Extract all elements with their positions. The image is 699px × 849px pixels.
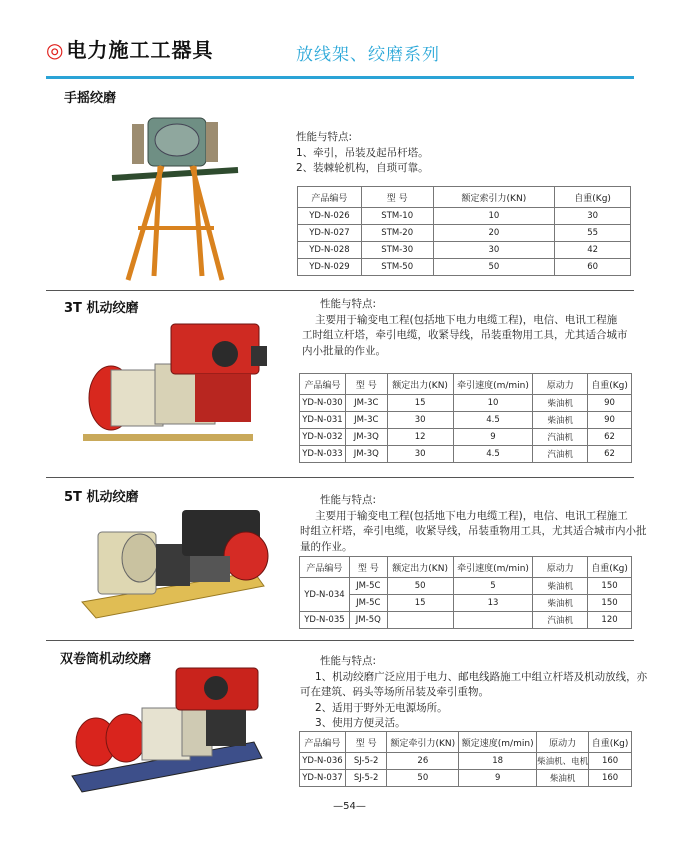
table-cell: 15 <box>387 395 453 412</box>
table-cell: 26 <box>387 753 459 770</box>
column-header: 自重(Kg) <box>589 732 632 753</box>
table-cell: JM-3Q <box>345 429 387 446</box>
table-row <box>300 429 632 446</box>
table-row <box>300 578 632 595</box>
section-divider <box>46 477 634 478</box>
section-divider <box>46 640 634 641</box>
column-header: 牵引速度(m/min) <box>453 374 533 395</box>
table-row <box>300 412 632 429</box>
column-header: 产品编号 <box>300 374 346 395</box>
table-cell: 50 <box>433 259 555 276</box>
table-cell: YD-N-031 <box>300 412 346 429</box>
table-cell: 10 <box>433 208 555 225</box>
feature-line: 可在建筑、码头等场所吊装及牵引重物。 <box>300 686 489 698</box>
table-cell: 4.5 <box>453 412 533 429</box>
table-cell: YD-N-036 <box>300 753 346 770</box>
column-header: 额定速度(m/min) <box>459 732 537 753</box>
column-header: 额定出力(KN) <box>387 374 453 395</box>
description-line: 工时组立杆塔，牵引电缆，收紧导线，吊装重物用工具，尤其适合城市 <box>302 329 628 341</box>
column-header: 自重(Kg) <box>588 557 632 578</box>
table-row <box>300 595 632 612</box>
column-header: 牵引速度(m/min) <box>453 557 533 578</box>
table-cell: YD-N-037 <box>300 770 346 787</box>
column-header: 额定出力(KN) <box>387 557 453 578</box>
table-cell: YD-N-027 <box>298 225 362 242</box>
table-cell: YD-N-033 <box>300 446 346 463</box>
table-cell: 15 <box>387 595 453 612</box>
column-header: 型 号 <box>349 557 387 578</box>
manual-winch-spec-table <box>297 186 631 276</box>
table-cell: JM-5C <box>349 578 387 595</box>
feature-line: 3、使用方便灵活。 <box>315 717 406 729</box>
table-cell: 12 <box>387 429 453 446</box>
description-line: 主要用于输变电工程(包括地下电力电缆工程)，电信、电讯工程施工 <box>315 509 628 522</box>
column-header: 额定牵引力(KN) <box>387 732 459 753</box>
header-rule <box>46 76 634 79</box>
column-header: 产品编号 <box>300 557 350 578</box>
5t-winch-spec-table <box>299 556 632 629</box>
table-cell: YD-N-029 <box>298 259 362 276</box>
table-cell: 柴油机 <box>533 412 588 429</box>
table-cell: SJ-5-2 <box>345 770 387 787</box>
table-row <box>300 395 632 412</box>
table-cell: 9 <box>459 770 537 787</box>
table-cell: 汽油机 <box>533 446 588 463</box>
table-cell: 50 <box>387 770 459 787</box>
column-header: 产品编号 <box>300 732 346 753</box>
table-row <box>298 242 631 259</box>
feature-line: 2、装棘轮机构，自琐可靠。 <box>296 162 429 174</box>
section-title-5t-winch: 5T 机动绞磨 <box>64 490 139 505</box>
table-cell: 30 <box>387 412 453 429</box>
catalog-title-text: 电力施工工器具 <box>66 38 214 62</box>
table-cell: YD-N-030 <box>300 395 346 412</box>
table-cell: 60 <box>555 259 631 276</box>
table-cell <box>453 612 533 629</box>
table-cell: 150 <box>588 595 632 612</box>
description-line: 内小批量的作业。 <box>302 344 386 357</box>
table-cell: 4.5 <box>453 446 533 463</box>
table-cell: 62 <box>588 446 632 463</box>
column-header: 额定索引力(KN) <box>433 187 555 208</box>
table-cell: SJ-5-2 <box>345 753 387 770</box>
section-title-3t-winch: 3T 机动绞磨 <box>64 301 139 316</box>
table-cell: 90 <box>588 395 632 412</box>
feature-line: 2、适用于野外无电源场所。 <box>315 701 448 714</box>
table-cell: 柴油机、电机 <box>537 753 589 770</box>
table-cell: YD-N-034 <box>300 578 350 612</box>
table-header-row <box>300 374 632 395</box>
table-cell: 62 <box>588 429 632 446</box>
3t-winch-spec-table <box>299 373 632 463</box>
description-line: 时组立杆塔，牵引电缆，收紧导线，吊装重物用工具，尤其适合城市内小批 <box>300 525 647 537</box>
table-row <box>300 753 632 770</box>
column-header: 产品编号 <box>298 187 362 208</box>
feature-line: 1、机动绞磨广泛应用于电力、邮电线路施工中组立杆塔及机动放线，亦 <box>315 670 648 683</box>
manual-winch-photo <box>110 108 240 284</box>
table-cell: 30 <box>387 446 453 463</box>
table-cell: JM-5C <box>349 595 387 612</box>
double-drum-winch-spec-table <box>299 731 632 787</box>
table-cell: 柴油机 <box>533 578 588 595</box>
table-cell: 30 <box>433 242 555 259</box>
table-cell: 50 <box>387 578 453 595</box>
column-header: 原动力 <box>533 374 588 395</box>
table-row <box>300 770 632 787</box>
table-cell: JM-3Q <box>345 446 387 463</box>
features-heading: 性能与特点: <box>320 298 377 310</box>
table-cell: YD-N-026 <box>298 208 362 225</box>
circle-bullet-icon: ◎ <box>46 38 65 62</box>
table-cell: 柴油机 <box>533 395 588 412</box>
table-cell: 90 <box>588 412 632 429</box>
table-cell: STM-50 <box>361 259 433 276</box>
section-2-description <box>302 297 650 359</box>
table-cell: 13 <box>453 595 533 612</box>
table-cell: 5 <box>453 578 533 595</box>
column-header: 原动力 <box>533 557 588 578</box>
table-cell: 18 <box>459 753 537 770</box>
table-cell: 120 <box>588 612 632 629</box>
table-row <box>298 208 631 225</box>
5t-winch-photo <box>78 506 274 624</box>
table-cell: 42 <box>555 242 631 259</box>
table-cell: 9 <box>453 429 533 446</box>
table-cell: 55 <box>555 225 631 242</box>
table-cell: STM-30 <box>361 242 433 259</box>
table-cell <box>387 612 453 629</box>
table-row <box>298 259 631 276</box>
table-cell: JM-5Q <box>349 612 387 629</box>
table-cell: 160 <box>589 753 632 770</box>
table-row <box>300 446 632 463</box>
table-cell: STM-20 <box>361 225 433 242</box>
description-line: 量的作业。 <box>300 540 353 553</box>
table-header-row <box>298 187 631 208</box>
column-header: 型 号 <box>345 732 387 753</box>
3t-winch-photo <box>75 318 271 456</box>
section-4-description <box>300 654 650 732</box>
section-title-manual-winch: 手摇绞磨 <box>64 91 117 106</box>
table-cell: JM-3C <box>345 412 387 429</box>
catalog-title <box>46 34 213 63</box>
table-cell: 柴油机 <box>533 595 588 612</box>
table-cell: YD-N-032 <box>300 429 346 446</box>
table-cell: 10 <box>453 395 533 412</box>
column-header: 自重(Kg) <box>555 187 631 208</box>
features-heading: 性能与特点: <box>296 131 353 143</box>
features-heading: 性能与特点: <box>320 655 377 667</box>
page-number: —54— <box>333 801 366 812</box>
double-drum-winch-photo <box>66 664 272 802</box>
table-cell: 150 <box>588 578 632 595</box>
section-title-double-drum-winch: 双卷筒机动绞磨 <box>60 652 152 667</box>
features-heading: 性能与特点: <box>320 494 377 506</box>
section-1-description <box>296 130 636 177</box>
column-header: 型 号 <box>361 187 433 208</box>
table-cell: 汽油机 <box>533 429 588 446</box>
column-header: 自重(Kg) <box>588 374 632 395</box>
column-header: 原动力 <box>537 732 589 753</box>
table-header-row <box>300 732 632 753</box>
catalog-subtitle: 放线架、绞磨系列 <box>296 45 440 65</box>
description-line: 主要用于输变电工程(包括地下电力电缆工程)，电信、电讯工程施 <box>315 313 618 326</box>
table-row <box>298 225 631 242</box>
table-row <box>300 612 632 629</box>
section-3-description <box>300 493 650 555</box>
table-header-row <box>300 557 632 578</box>
table-cell: 160 <box>589 770 632 787</box>
table-cell: YD-N-028 <box>298 242 362 259</box>
table-cell: 20 <box>433 225 555 242</box>
table-cell: STM-10 <box>361 208 433 225</box>
table-cell: YD-N-035 <box>300 612 350 629</box>
table-cell: 30 <box>555 208 631 225</box>
feature-line: 1、牵引，吊装及起吊杆塔。 <box>296 146 429 159</box>
table-cell: 汽油机 <box>533 612 588 629</box>
table-cell: JM-3C <box>345 395 387 412</box>
table-cell: 柴油机 <box>537 770 589 787</box>
column-header: 型 号 <box>345 374 387 395</box>
section-divider <box>46 290 634 291</box>
